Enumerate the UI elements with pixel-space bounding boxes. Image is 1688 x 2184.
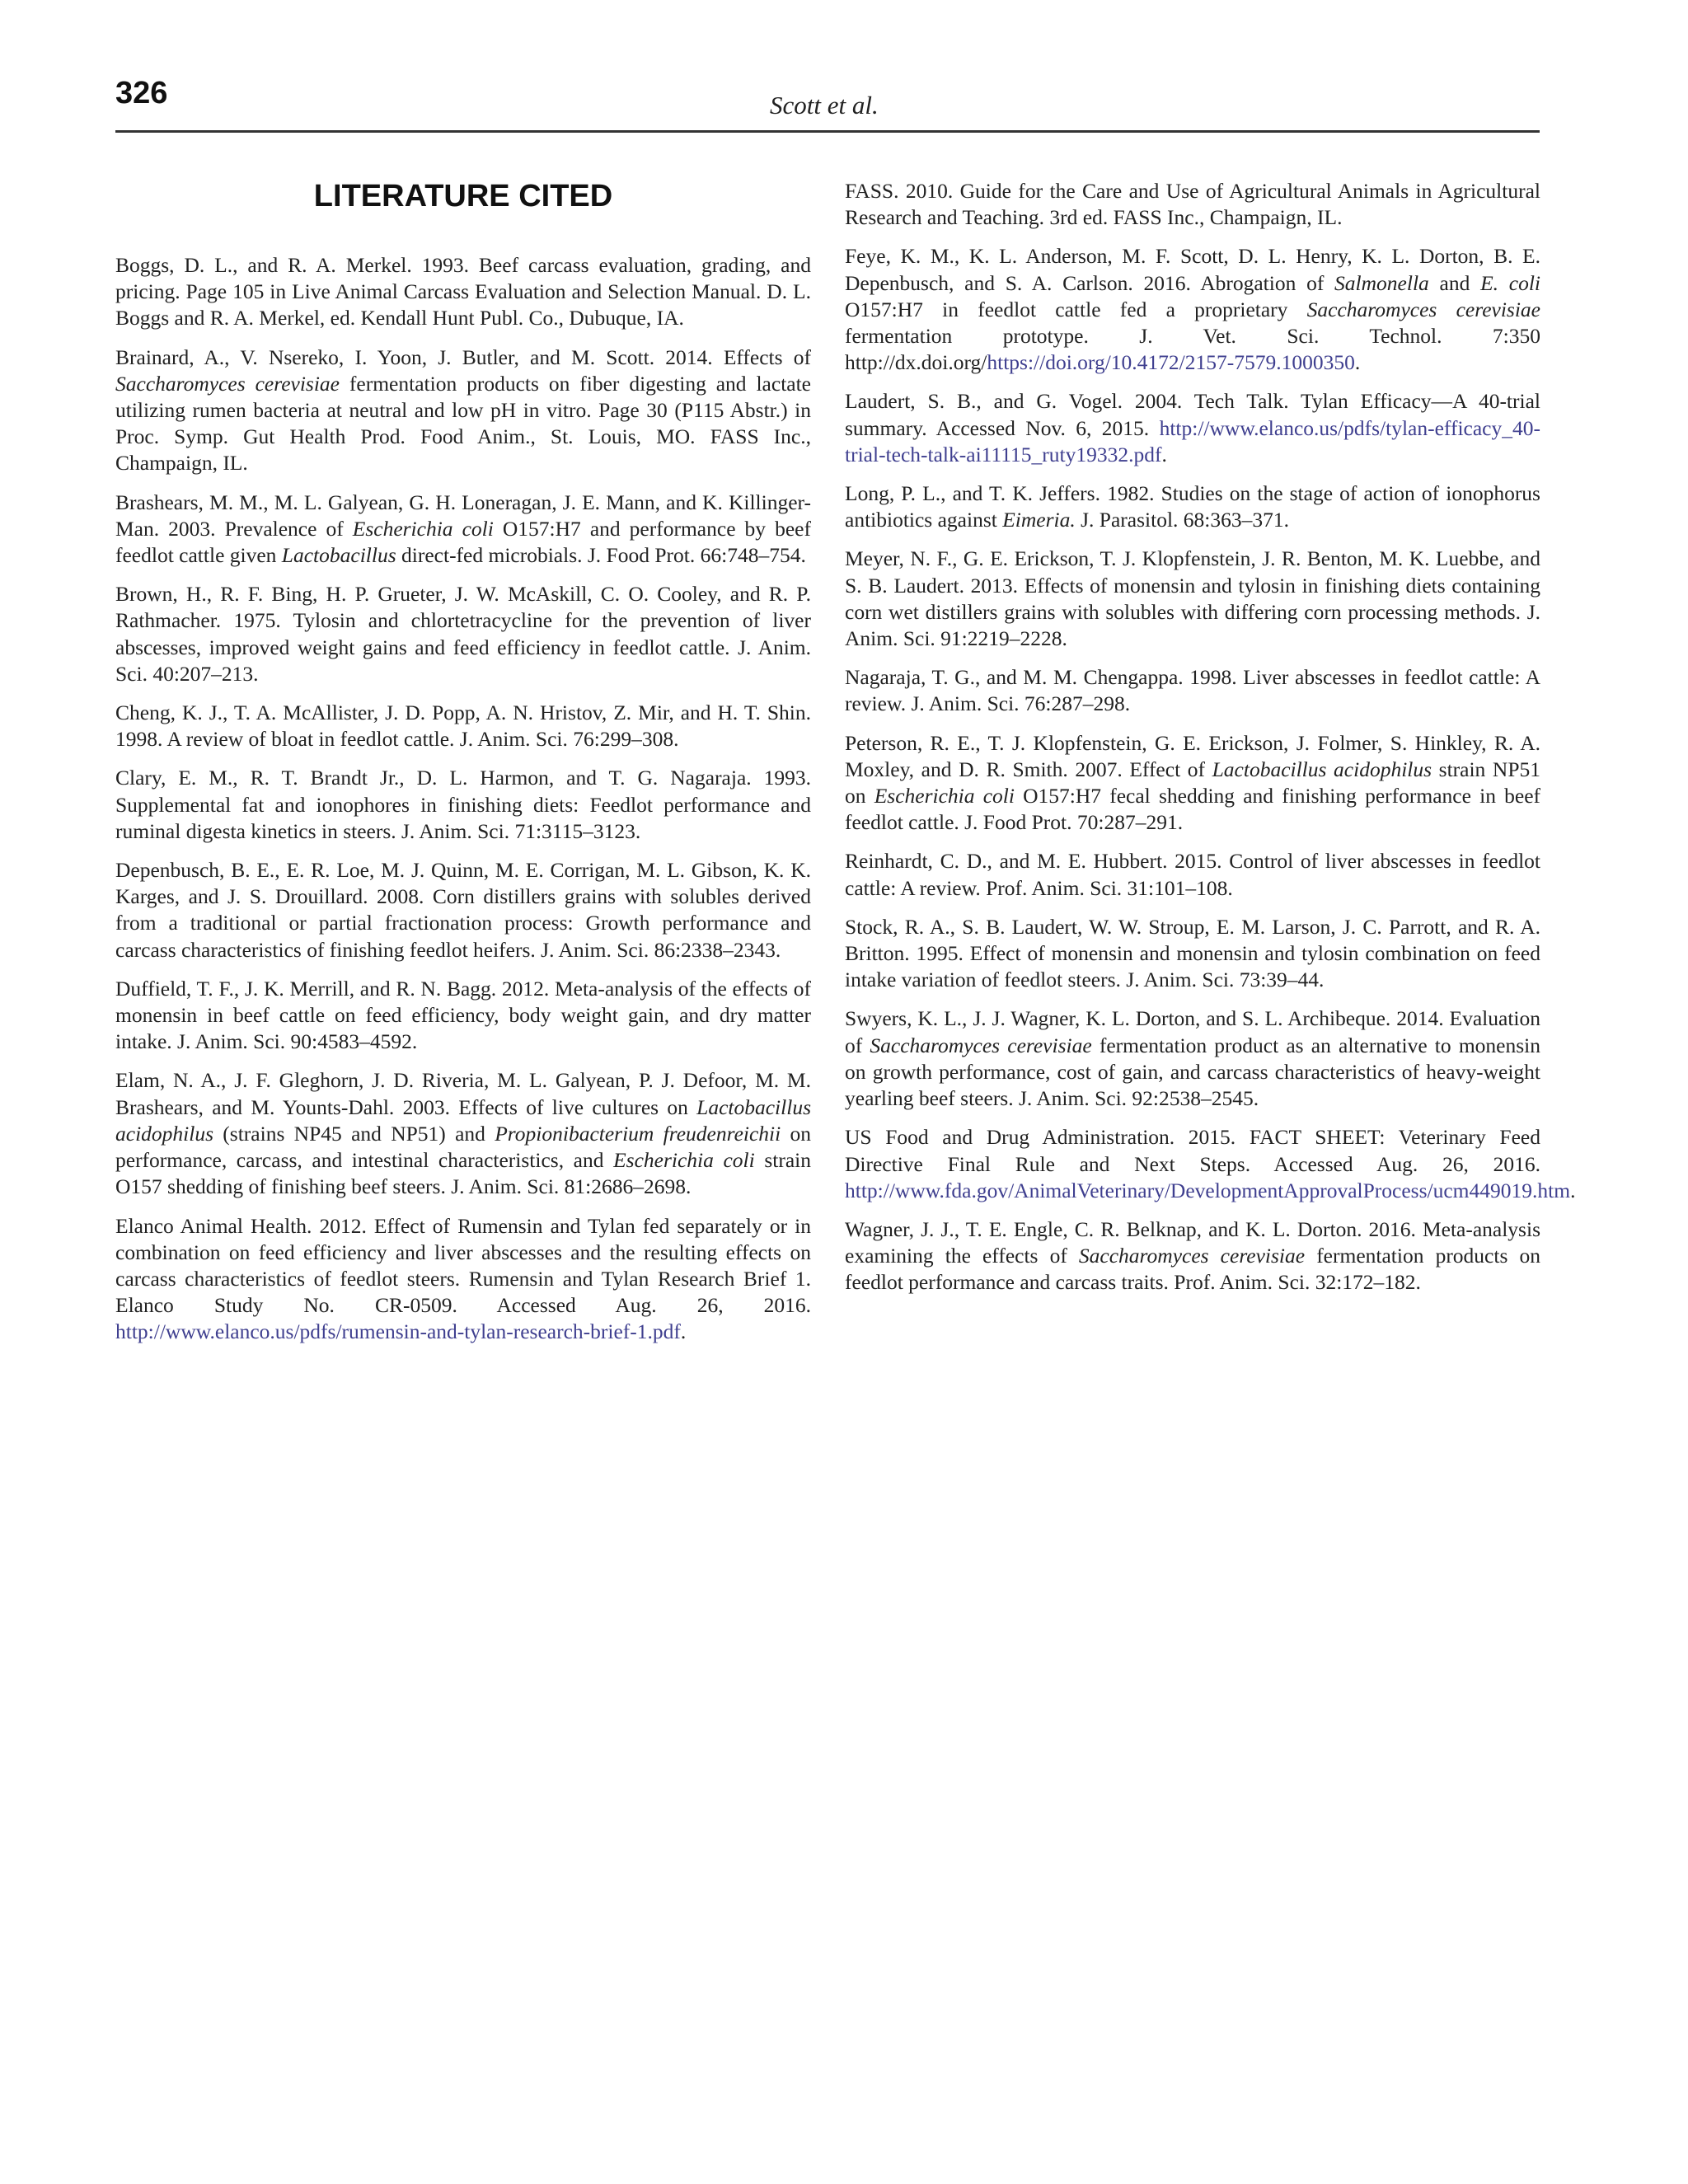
reference-text: (strains NP45 and NP51) and xyxy=(213,1121,495,1146)
reference-text: Peterson, R. E., T. J. Klopfenstein, G. E. Erickson, J. Folmer, S. Hinkley, R. A. Moxley, and D. R. Smith. 2007. Effect of xyxy=(845,730,1540,781)
reference-entry xyxy=(115,700,811,752)
reference-text: FASS. 2010. Guide for the Care and Use of Agricultural Animals in Agricultural Research and Teaching. 3rd ed. FASS Inc., Champaign, IL. xyxy=(845,179,1540,230)
reference-entry xyxy=(845,730,1540,837)
reference-text: O157:H7 in feedlot cattle fed a proprietary xyxy=(845,297,1307,321)
reference-entry xyxy=(115,1067,811,1200)
reference-text: on performance, carcass, and intestinal characteristics, and xyxy=(115,1121,812,1173)
reference-text: . xyxy=(1570,1178,1576,1202)
reference-link[interactable]: http://www.fda.gov/AnimalVeterinary/DevelopmentApprovalProcess/ucm449019.htm xyxy=(845,1178,1571,1202)
reference-entry xyxy=(115,1213,811,1346)
reference-text: Nagaraja, T. G., and M. M. Chengappa. 1998. Liver abscesses in feedlot cattle: A review. J. Anim. Sci. 76:287–298. xyxy=(845,665,1540,716)
reference-italic-text: Salmonella xyxy=(1334,270,1429,295)
reference-entry xyxy=(115,581,811,687)
reference-entry xyxy=(845,1005,1540,1112)
right-column xyxy=(845,178,1576,1309)
reference-text: Long, P. L., and T. K. Jeffers. 1982. Studies on the stage of action of ionophorus antibiotics against xyxy=(845,481,1540,532)
reference-text: J. Parasitol. 68:363–371. xyxy=(1075,508,1289,532)
reference-text: Swyers, K. L., J. J. Wagner, K. L. Dorton, and S. L. Archibeque. 2014. Evaluation of xyxy=(845,1006,1540,1057)
reference-text: Clary, E. M., R. T. Brandt Jr., D. L. Harmon, and T. G. Nagaraja. 1993. Supplemental fat and ionophores in finishing diets: Feedlot performance and ruminal digesta kinetics in steers. J. Anim. Sci. 71:3115–3123. xyxy=(115,766,811,843)
reference-text: strain O157 shedding of finishing beef steers. J. Anim. Sci. 81:2686–2698. xyxy=(115,1148,811,1199)
reference-text: Depenbusch, B. E., E. R. Loe, M. J. Quinn, M. E. Corrigan, M. L. Gibson, K. K. Karges, and J. S. Drouillard. 2008. Corn distillers grains with solubles derived from a traditional or partial fractionation process: Growth performance and carcass characteristics of finishing feedlot heifers. J. Anim. Sci. 86:2338–2343. xyxy=(115,858,811,962)
reference-entry xyxy=(845,243,1540,376)
reference-italic-text: Saccharomyces cerevisiae xyxy=(115,371,340,396)
reference-text: Brashears, M. M., M. L. Galyean, G. H. Loneragan, J. E. Mann, and K. Killinger-Man. 2003. Prevalence of xyxy=(115,490,811,541)
reference-text: strain NP51 on xyxy=(845,757,1541,808)
right-reference-list xyxy=(845,178,1576,1296)
reference-link[interactable]: http://www.elanco.us/pdfs/rumensin-and-tylan-research-brief-1.pdf xyxy=(115,1319,681,1344)
reference-text: Feye, K. M., K. L. Anderson, M. F. Scott, D. L. Henry, K. L. Dorton, B. E. Depenbusch, and S. A. Carlson. 2016. Abrogation of xyxy=(845,244,1540,295)
reference-italic-text: Propionibacterium freudenreichii xyxy=(495,1121,781,1146)
reference-text: Elam, N. A., J. F. Gleghorn, J. D. Riveria, M. L. Galyean, P. J. Defoor, M. M. Brashears, and M. Younts-Dahl. 2003. Effects of live cultures on xyxy=(115,1068,811,1119)
reference-text: . xyxy=(1161,442,1167,466)
reference-text: Wagner, J. J., T. E. Engle, C. R. Belknap, and K. L. Dorton. 2016. Meta-analysis examining the effects of xyxy=(845,1216,1540,1268)
reference-entry xyxy=(115,252,811,332)
reference-entry xyxy=(845,1124,1576,1204)
reference-text: Meyer, N. F., G. E. Erickson, T. J. Klopfenstein, J. R. Benton, M. K. Luebbe, and S. B. Laudert. 2013. Effects of monensin and tylosin in finishing diets containing corn wet distillers grains with solubles with differing corn processing methods. J. Anim. Sci. 91:2219–2228. xyxy=(845,546,1540,651)
reference-text: Brainard, A., V. Nsereko, I. Yoon, J. Butler, and M. Scott. 2014. Effects of xyxy=(115,344,811,369)
reference-italic-text: Saccharomyces cerevisiae xyxy=(870,1033,1092,1057)
reference-text: . xyxy=(680,1319,687,1344)
reference-italic-text: Lactobacillus acidophilus xyxy=(115,1094,811,1146)
reference-text: O157:H7 fecal shedding and finishing performance in beef feedlot cattle. J. Food Prot. 70:287–291. xyxy=(845,784,1541,835)
reference-entry xyxy=(845,1216,1540,1296)
reference-text: US Food and Drug Administration. 2015. FACT SHEET: Veterinary Feed Directive Final Rule and Next Steps. Accessed Aug. 26, 2016. xyxy=(845,1125,1540,1176)
reference-italic-text: Escherichia coli xyxy=(352,516,494,541)
reference-text: Cheng, K. J., T. A. McAllister, J. D. Popp, A. N. Hristov, Z. Mir, and H. T. Shin. 1998. A review of bloat in feedlot cattle. J. Anim. Sci. 76:299–308. xyxy=(115,701,811,752)
reference-text: and xyxy=(1428,270,1481,295)
header-rule xyxy=(115,130,1540,133)
reference-link[interactable]: http://www.elanco.us/pdfs/tylan-efficacy_40-trial-tech-talk-ai11115_ruty19332.pdf xyxy=(845,415,1540,466)
running-head: Scott et al. xyxy=(770,91,879,120)
reference-text: fermentation products on feedlot performance and carcass traits. Prof. Anim. Sci. 32:172–182. xyxy=(845,1244,1540,1295)
reference-text: Duffield, T. F., J. K. Merrill, and R. N. Bagg. 2012. Meta-analysis of the effects of monensin in beef cattle on feed efficiency, body weight gain, and dry matter intake. J. Anim. Sci. 90:4583–4592. xyxy=(115,976,811,1054)
reference-entry xyxy=(845,848,1540,901)
reference-italic-text: Lactobacillus acidophilus xyxy=(1212,757,1432,781)
reference-text: direct-fed microbials. J. Food Prot. 66:748–754. xyxy=(396,543,806,568)
reference-text: . xyxy=(1354,350,1361,375)
reference-entry xyxy=(845,546,1540,652)
reference-text: fermentation products on fiber digesting and lactate utilizing rumen bacteria at neutral and low pH in vitro. Page 30 (P115 Abstr.) in Proc. Symp. Gut Health Prod. Food Anim., St. Louis, MO. FASS Inc., Champaign, IL. xyxy=(115,371,811,476)
reference-italic-text: Escherichia coli xyxy=(874,784,1015,808)
reference-entry xyxy=(115,490,811,569)
reference-entry xyxy=(115,344,811,477)
reference-text: Elanco Animal Health. 2012. Effect of Rumensin and Tylan fed separately or in combination on feed efficiency and liver abscesses and the resulting effects on carcass characteristics of feedlot steers. Rumensin and Tylan Research Brief 1. Elanco Study No. CR-0509. Accessed Aug. 26, 2016. xyxy=(115,1213,811,1318)
reference-entry xyxy=(115,765,811,845)
reference-text: Boggs, D. L., and R. A. Merkel. 1993. Beef carcass evaluation, grading, and pricing. Page 105 in Live Animal Carcass Evaluation and Selection Manual. D. L. Boggs and R. A. Merkel, ed. Kendall Hunt Publ. Co., Dubuque, IA. xyxy=(115,253,811,330)
left-reference-list xyxy=(115,252,811,1346)
page-number: 326 xyxy=(115,76,168,110)
left-column xyxy=(115,178,811,1358)
reference-link[interactable]: https://doi.org/10.4172/2157-7579.1000350 xyxy=(987,350,1355,375)
reference-entry xyxy=(845,480,1540,533)
reference-text: fermentation prototype. J. Vet. Sci. Technol. 7:350 http://dx.doi.org/ xyxy=(845,324,1540,375)
section-heading: LITERATURE CITED xyxy=(313,179,613,213)
reference-text: Reinhardt, C. D., and M. E. Hubbert. 2015. Control of liver abscesses in feedlot cattle: A review. Prof. Anim. Sci. 31:101–108. xyxy=(845,849,1540,900)
reference-text: fermentation product as an alternative to monensin on growth performance, cost of gain, and carcass characteristics of heavy-weight yearling beef steers. J. Anim. Sci. 92:2538–2545. xyxy=(845,1033,1540,1111)
reference-italic-text: Lactobacillus xyxy=(281,543,396,568)
reference-text: Laudert, S. B., and G. Vogel. 2004. Tech Talk. Tylan Efficacy—A 40-trial summary. Accessed Nov. 6, 2015. xyxy=(845,389,1540,440)
reference-italic-text: Saccharomyces cerevisiae xyxy=(1078,1244,1306,1268)
reference-entry xyxy=(845,388,1540,468)
reference-text: O157:H7 and performance by beef feedlot cattle given xyxy=(115,516,811,568)
reference-entry xyxy=(115,976,811,1056)
reference-italic-text: Eimeria. xyxy=(1002,508,1076,532)
reference-entry xyxy=(845,914,1540,994)
reference-entry xyxy=(845,178,1540,231)
reference-text: Brown, H., R. F. Bing, H. P. Grueter, J. W. McAskill, C. O. Cooley, and R. P. Rathmacher. 1975. Tylosin and chlortetracycline for the prevention of liver abscesses, improved weight gains and feed efficiency in feedlot cattle. J. Anim. Sci. 40:207–213. xyxy=(115,582,811,686)
reference-text: Stock, R. A., S. B. Laudert, W. W. Stroup, E. M. Larson, J. C. Parrott, and R. A. Britton. 1995. Effect of monensin and monensin and tylosin combination on feed intake variation of feedlot steers. J. Anim. Sci. 73:39–44. xyxy=(845,914,1540,992)
reference-italic-text: Escherichia coli xyxy=(613,1148,755,1173)
reference-italic-text: Saccharomyces cerevisiae xyxy=(1306,297,1540,321)
reference-italic-text: E. coli xyxy=(1480,270,1540,295)
reference-entry xyxy=(115,857,811,963)
reference-entry xyxy=(845,664,1540,717)
